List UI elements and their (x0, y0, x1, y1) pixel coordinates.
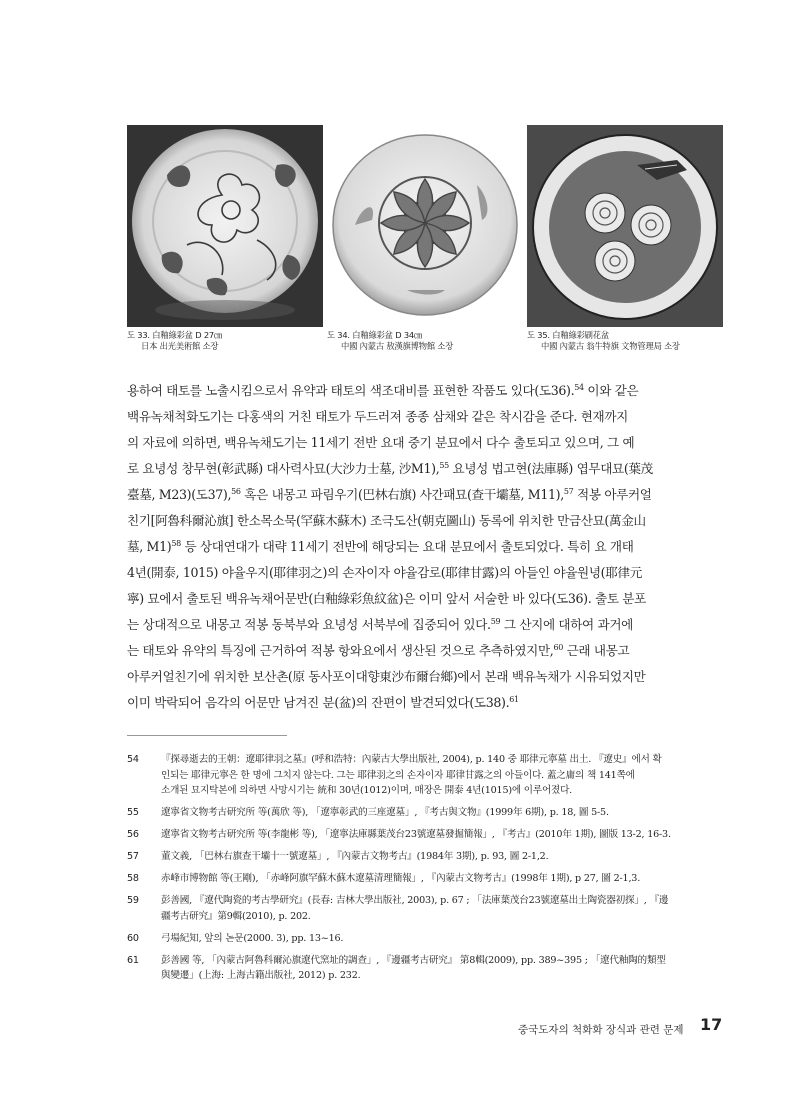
body-line (127, 378, 719, 404)
caption-title: 도 34. 白釉綠彩盆 D 34㎝ (327, 330, 423, 340)
body-line (127, 664, 719, 690)
footnote-text (161, 752, 719, 799)
body-text-run: 는 상대적으로 내몽고 적봉 동북부와 요녕성 서북부에 집중되어 있다. (127, 617, 491, 632)
footnote-line: 소개된 묘지탁본에 의하면 사망시기는 統和 30년(1012)이며, 매장은 開泰 4년(1015)에 이루어졌다. (161, 785, 572, 796)
footnote-item (127, 953, 719, 984)
page-number: 17 (700, 1015, 723, 1034)
bowl-photo-three-flowers-icon (527, 125, 723, 327)
body-line (127, 482, 719, 508)
bowl-photo-rosette-icon (327, 125, 523, 327)
footnote-item (127, 827, 719, 843)
footnote-line: 『探尋逝去的王朝：遼耶律羽之墓』(呼和浩特：內蒙古大學出版社, 2004), p. 140 중 耶律元寧墓 出土. 『遼史』에서 확 (161, 754, 662, 765)
footnote-ref[interactable]: 61 (509, 695, 519, 704)
footnote-number: 60 (127, 932, 139, 944)
footnote-text (161, 871, 719, 887)
footnote-line: 赤峰市博物館 等(王剛), 「赤峰阿旗罕蘇木蘇木遼墓清理簡報」, 『內蒙古文物考古』(1998年 1期), p 27, 圖 2-1,3. (161, 873, 641, 884)
body-text-run: 혹은 내몽고 파림우기(巴林右旗) 사간패묘(查干壩墓, M11), (240, 487, 564, 502)
body-text-run: 친기[阿魯科爾沁旗] 한소목소묵(罕蘇木蘇木) 조극도산(朝克圖山) 동록에 위치한 만금산묘(萬金山 (127, 513, 646, 528)
footnote-text (161, 827, 719, 843)
footnote-item (127, 871, 719, 887)
footnote-text (161, 849, 719, 865)
body-line (127, 560, 719, 586)
footnote-line: 疆考古研究』第9輯(2010), p. 202. (161, 910, 311, 922)
footnote-line: 彭善國 等, 「內蒙古阿魯科爾沁旗遼代窯址的調查」, 『邊疆考古研究』 第8輯(2009), pp. 389~395 ; 「遼代釉陶的類型 (161, 954, 666, 966)
footnote-ref[interactable]: 59 (490, 617, 501, 626)
footnote-number: 55 (127, 807, 139, 818)
body-text-run: 이와 같은 (583, 383, 639, 398)
footnote-ref[interactable]: 56 (231, 487, 241, 496)
caption-title: 도 35. 白釉綠彩刷花盆 (527, 330, 609, 340)
figure-34-caption (327, 330, 453, 352)
body-text-run: 臺墓, M23)(도37), (127, 487, 232, 502)
figure-35-photo (527, 125, 723, 327)
footnote-ref[interactable]: 57 (563, 487, 574, 496)
caption-collection: 中國 內蒙古 敖漢旗博物館 소장 (341, 341, 454, 351)
footnote-ref[interactable]: 58 (171, 539, 181, 548)
figure-33-caption (127, 330, 222, 352)
body-text-run: 적봉 아루커얼 (573, 487, 652, 502)
body-line (127, 638, 719, 664)
body-text-run: 용하여 태토를 노출시킴으로서 유약과 태토의 색조대비를 표현한 작품도 있다(도36). (127, 383, 575, 398)
body-text-run: 요녕성 법고현(法庫縣) 엽무대묘(葉茂 (448, 461, 653, 476)
footnote-number: 56 (127, 829, 139, 840)
footnote-text (161, 931, 719, 947)
body-text-run: 백유녹채척화도기는 다홍색의 거친 태토가 두드러져 종종 삼채와 같은 착시감을 준다. 현재까지 (127, 409, 628, 424)
footnote-ref[interactable]: 60 (553, 643, 563, 652)
footnote-item (127, 752, 719, 799)
body-text-run: 그 산지에 대하여 과거에 (500, 617, 633, 632)
footnote-number: 54 (127, 754, 139, 765)
footnote-item (127, 849, 719, 865)
body-text-run: 아루커얼친기에 위치한 보산촌(原 동사포이대향東沙布爾台鄉)에서 본래 백유녹채가 시유되었지만 (127, 669, 646, 684)
footnote-line: 遼寧省文物考古研究所 等(李龍彬 等), 「遼寧法庫縣葉茂台23號遼墓發掘簡報」, 『考古』(2010年 1期), 圖版 13-2, 16-3. (161, 829, 671, 840)
body-line (127, 586, 719, 612)
caption-title: 도 33. 白釉綠彩盆 D 27㎝ (127, 330, 223, 340)
body-line (127, 430, 719, 456)
body-text-run: 4년(開泰, 1015) 야율우지(耶律羽之)의 손자이자 야율감로(耶律甘露)의 아들인 야율원녕(耶律元 (127, 565, 642, 580)
footnote-text (161, 953, 719, 984)
body-text (127, 378, 719, 716)
body-line (127, 456, 719, 482)
caption-collection: 日本 出光美術館 소장 (141, 341, 219, 351)
footnote-divider (127, 735, 287, 736)
body-text-run: 근래 내몽고 (562, 643, 630, 658)
footnote-text (161, 805, 719, 821)
footnote-number: 61 (127, 954, 139, 966)
figure-35-caption (527, 330, 680, 352)
body-line (127, 508, 719, 534)
body-line (127, 612, 719, 638)
footnotes (127, 752, 719, 990)
footnote-line: 與變遷」(上海: 上海古籍出版社, 2012) p. 232. (161, 970, 361, 981)
body-line (127, 690, 719, 716)
footnote-line: 弓場紀知, 앞의 논문(2000. 3), pp. 13~16. (161, 932, 344, 944)
body-line (127, 534, 719, 560)
caption-collection: 中國 內蒙古 翁牛特旗 文物管理局 소장 (541, 341, 680, 351)
figure-33-photo (127, 125, 323, 327)
body-text-run: 寧) 묘에서 출토된 백유녹채어문반(白釉綠彩魚紋盆)은 이미 앞서 서술한 바 있다(도36). 출토 분포 (127, 591, 646, 606)
footnote-item (127, 893, 719, 924)
footnote-number: 58 (127, 873, 139, 884)
body-text-run: 로 요녕성 창무현(彰武縣) 대사력사묘(大沙力士墓, 沙M1), (127, 461, 440, 476)
footnote-line: 彭善國, 『遼代陶瓷的考古學研究』(長春: 吉林大學出版社, 2003), p. 67 ; 「法庫葉茂台23號遼墓出土陶瓷器初探」, 『邊 (161, 895, 669, 906)
figure-34-photo (327, 125, 523, 327)
footnote-line: 遼寧省文物考古研究所 等(萬欣 等), 「遼寧彰武的三座遼墓」, 『考古與文物』(1999年 6期), p. 18, 圖 5-5. (161, 807, 609, 818)
footnote-line: 인되는 耶律元寧은 한 명에 그치지 않는다. 그는 耶律羽之의 손자이자 耶律甘露之의 아들이다. 蓋之庸의 책 141쪽에 (161, 769, 635, 781)
body-text-run: 墓, M1) (127, 539, 172, 554)
footnote-item (127, 805, 719, 821)
body-text-run: 등 상대연대가 대략 11세기 전반에 해당되는 요대 분묘에서 출토되었다. 특히 요 개태 (180, 539, 634, 554)
bowl-photo-peony-icon (127, 125, 323, 327)
footnote-line: 董文義, 「巴林右旗查干壩十一號遼墓」, 『內蒙古文物考古』(1984年 3期), p. 93, 圖 2-1,2. (161, 851, 549, 862)
footnote-ref[interactable]: 54 (574, 383, 584, 392)
body-text-run: 의 자료에 의하면, 백유녹채도기는 11세기 전반 요대 중기 분묘에서 다수 출토되고 있으며, 그 예 (127, 435, 635, 450)
footnote-ref[interactable]: 55 (439, 461, 449, 470)
body-line (127, 404, 719, 430)
footnote-item (127, 931, 719, 947)
footnote-text (161, 893, 719, 924)
footnote-number: 57 (127, 851, 139, 862)
footnote-number: 59 (127, 895, 139, 906)
body-text-run: 이미 박락되어 음각의 어문만 남겨진 분(盆)의 잔편이 발견되었다(도38). (127, 695, 510, 710)
running-title: 중국도자의 척화화 장식과 관련 문제 (518, 1024, 684, 1036)
body-text-run: 는 태토와 유약의 특징에 근거하여 적봉 항와요에서 생산된 것으로 추측하였지만, (127, 643, 554, 658)
